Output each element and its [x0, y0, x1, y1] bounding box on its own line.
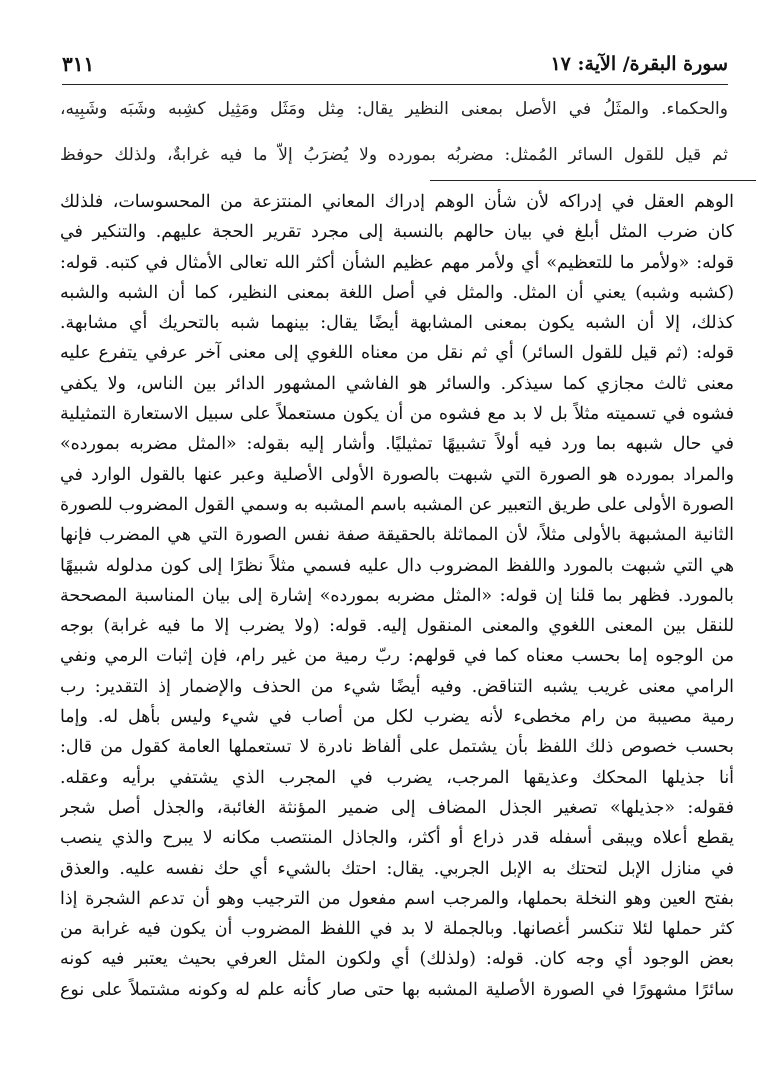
commentary-line: سائرًا مشهورًا في الصورة الأصلية المشبه بها حتى صار كأنه علم له وكونه مشتملاً على نوع [60, 979, 734, 1000]
commentary-line: الرامي معنى غريب يشبه التناقض. وفيه أيضًا شيء من الحذف والإضمار إذ التقدير: رب [60, 676, 734, 697]
commentary-line: هي التي شبهت بالمورد واللفظ المضروب دال عليه فسمي مثلاً نظرًا إلى كون مدلوله شبيهًا [60, 555, 734, 576]
commentary-line: من الوجوه إما بحسب معناه كما في قولهم: ربّ رمية من غير رام، فإن إثبات الرمي ونفي [60, 646, 734, 667]
commentary-line: قوله: «ولأمر ما للتعظيم» أي ولأمر مهم عظيم الشأن أكثر الله تعالى الأمثال في كتبه. قوله: [60, 252, 734, 273]
footnote-divider [430, 180, 756, 181]
commentary-line: معنى ثالث مجازي كما سيذكر. والسائر هو الفاشي المشهور الدائر بين الناس، ولا يكفي [60, 373, 734, 394]
commentary-line: كذلك، إلا أن الشبه يكون بمعنى المشابهة أيضًا يقال: بينهما شبه بالتحريك أي مشابهة. [60, 313, 734, 334]
running-header [62, 48, 728, 85]
commentary-text [60, 187, 734, 1005]
commentary-line: للنقل بين المعنى اللغوي والمعنى المنقول إليه. قوله: (ولا يضرب إلا ما فيه غرابة) بوجه [60, 616, 734, 637]
commentary-line: في منازل الإبل لتحتك به الإبل الجربي. يقال: احتك بالشيء أي حك نفسه عليه. والعذق [60, 858, 734, 879]
commentary-line: بعض الوجود أي وجه كان. قوله: (ولذلك) أي ولكون المثل العرفي بحيث يعتبر فيه كونه [60, 949, 734, 970]
commentary-line: الوهم العقل في إدراكه لأن شأن الوهم إدراك المعاني المنتزعة من المحسوسات، فلذلك [60, 192, 734, 212]
commentary-line: أنا جذيلها المحكك وعذيقها المرجب، يضرب في المجرب الذي يشتفي برأيه وعقله. [60, 767, 734, 788]
page-number: ٣١١ [62, 52, 95, 76]
commentary-line: فشوه في تسميته مثلاً بل لا بد مع فشوه من أن يكون مستعملاً على سبيل الاستعارة التمثيلية [60, 404, 734, 425]
matn-line: والحكماء. والمثَلُ في الأصل بمعنى النظير يقال: مِثل ومَثَل ومَثِيل كشِبه وشَبَه وشَبِيه، [60, 99, 728, 119]
commentary-line: بالمورد. فظهر بما قلنا إن قوله: «المثل مضربه بمورده» إشارة إلى بيان المناسبة المصححة [60, 585, 734, 606]
commentary-line: (كشبه وشبه) يعني أن المثل. والمثل في أصل اللغة بمعنى النظير، كما أن الشبه والشبه [60, 282, 734, 303]
commentary-line: بفتح العين وهو النخلة بحملها، والمرجب اسم مفعول من الترجيب وهو أن تدعم الشجرة إذا [60, 888, 734, 909]
commentary-line: الثانية المشبهة بالأولى مثلاً، لأن المماثلة بالحقيقة صفة نفس الصورة التي هي المضرب فإنها [60, 525, 734, 546]
commentary-line: كان ضرب المثل أبلغ في بيان حالهم بالنسبة إلى مجرد تقرير الحجة عليهم. والتنكير في [60, 222, 734, 243]
matn-line: ثم قيل للقول السائر المُمثل: مضربُه بمورده ولا يُضرَبُ إلاّ ما فيه غرابةٌ، ولذلك حوفظ [60, 145, 728, 165]
commentary-line: كثر حملها لئلا تنكسر أغصانها. وبالجملة لا بد في اللفظ المضروب أن يكون فيه غرابة من [60, 919, 734, 940]
commentary-line: بحسب خصوص ذلك اللفظ بأن يشتمل على ألفاظ نادرة لا تستعملها العامة كقول من قال: [60, 737, 734, 758]
commentary-line: فقوله: «جذيلها» تصغير الجذل المضاف إلى ضمير المؤنثة الغائبة، والجذل أصل شجر [60, 797, 734, 818]
commentary-line: الصورة الأولى على طريق التعبير عن المشبه باسم المشبه به وسمي القول المضروب للصورة [60, 494, 734, 515]
surah-title: سورة البقرة/ الآية: ١٧ [550, 53, 728, 75]
commentary-line: والمراد بمورده هو الصورة التي شبهت بالصورة الأولى الأصلية وعبر عنها بالقول الوارد في [60, 464, 734, 485]
commentary-line: يقطع أعلاه ويبقى أسفله قدر ذراع أو أكثر، والجاذل المنتصب مكانه لا يبرح والذي ينصب [60, 828, 734, 849]
commentary-line: قوله: (ثم قيل للقول السائر) أي ثم نقل من معناه اللغوي إلى معنى آخر عرفي يتفرع عليه [60, 343, 734, 364]
commentary-line: رمية مصيبة من رام مخطىء لأنه يضرب لكل من أصاب في شيء وليس بأهل له. وإما [60, 707, 734, 728]
commentary-line: في حال شبهه بما ورد فيه أولاً تشبيهًا تمثيليًا. وأشار إليه بقوله: «المثل مضربه بمورده» [60, 434, 734, 455]
main-text [60, 86, 728, 178]
